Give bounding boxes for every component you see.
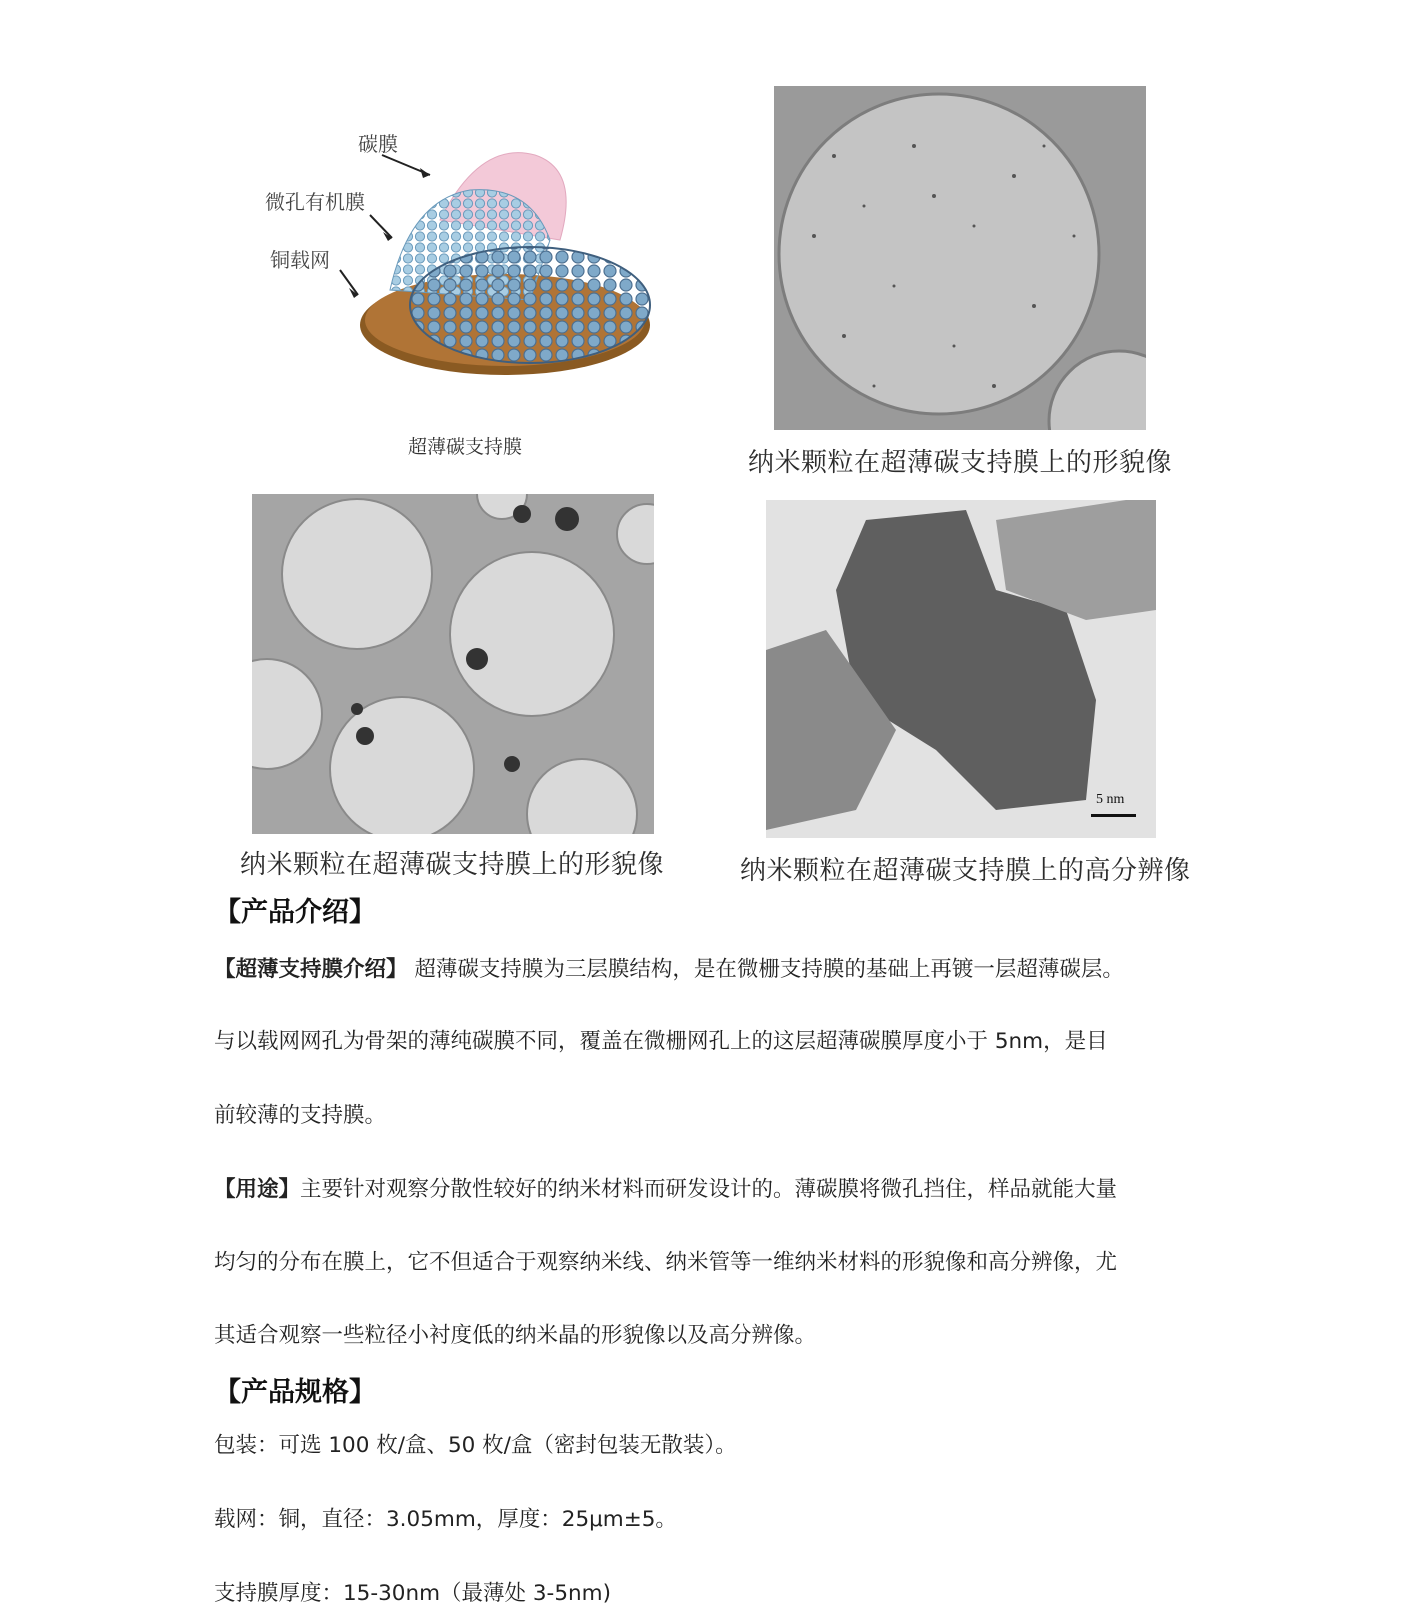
intro-p1-label: 【超薄支持膜介绍】	[214, 957, 408, 982]
diagram-caption: 超薄碳支持膜	[408, 436, 523, 458]
intro-p1-line3: 前较薄的支持膜。	[214, 1103, 387, 1128]
intro-p1-line1: 超薄碳支持膜为三层膜结构，是在微栅支持膜的基础上再镀一层超薄碳层。	[407, 957, 1124, 982]
hole-circle	[282, 499, 432, 649]
diagram-figure	[265, 110, 670, 460]
spec-film-thickness: 支持膜厚度：15-30nm（最薄处 3-5nm)	[214, 1581, 611, 1606]
specs-heading: 【产品规格】	[214, 1377, 376, 1408]
micrograph-top-right	[774, 86, 1146, 430]
intro-p2-line1: 主要针对观察分散性较好的纳米材料而研发设计的。薄碳膜将微孔挡住，样品就能大量	[300, 1177, 1118, 1202]
spec-grid: 载网：铜，直径：3.05mm，厚度：25μm±5。	[214, 1507, 677, 1532]
intro-heading: 【产品介绍】	[214, 897, 376, 928]
label-copper-grid: 铜载网	[270, 248, 330, 272]
mesh-shape	[410, 247, 650, 363]
micrograph-bottom-right	[766, 500, 1156, 838]
spec-packaging: 包装：可选 100 枚/盒、50 枚/盒（密封包装无散装）。	[214, 1433, 737, 1458]
fig3-caption: 纳米颗粒在超薄碳支持膜上的形貌像	[240, 850, 665, 880]
fig2-caption: 纳米颗粒在超薄碳支持膜上的形貌像	[748, 448, 1173, 478]
intro-p1-line2: 与以载网网孔为骨架的薄纯碳膜不同，覆盖在微栅网孔上的这层超薄碳膜厚度小于 5nm，是目	[214, 1029, 1108, 1054]
scale-bar-label: 5 nm	[1096, 792, 1125, 807]
intro-paragraph-1	[214, 952, 1124, 983]
label-microporous-film: 微孔有机膜	[265, 190, 365, 214]
fig4-caption: 纳米颗粒在超薄碳支持膜上的高分辨像	[740, 856, 1191, 886]
label-carbon-film: 碳膜	[358, 132, 398, 156]
intro-paragraph-2	[214, 1172, 1117, 1203]
intro-p2-label: 【用途】	[214, 1177, 301, 1202]
micrograph-bottom-left	[252, 494, 654, 834]
hole-circle	[779, 94, 1099, 414]
intro-p2-line3: 其适合观察一些粒径小衬度低的纳米晶的形貌像以及高分辨像。	[214, 1323, 817, 1348]
intro-p2-line2: 均匀的分布在膜上，它不但适合于观察纳米线、纳米管等一维纳米材料的形貌像和高分辨像，尤	[214, 1250, 1118, 1275]
